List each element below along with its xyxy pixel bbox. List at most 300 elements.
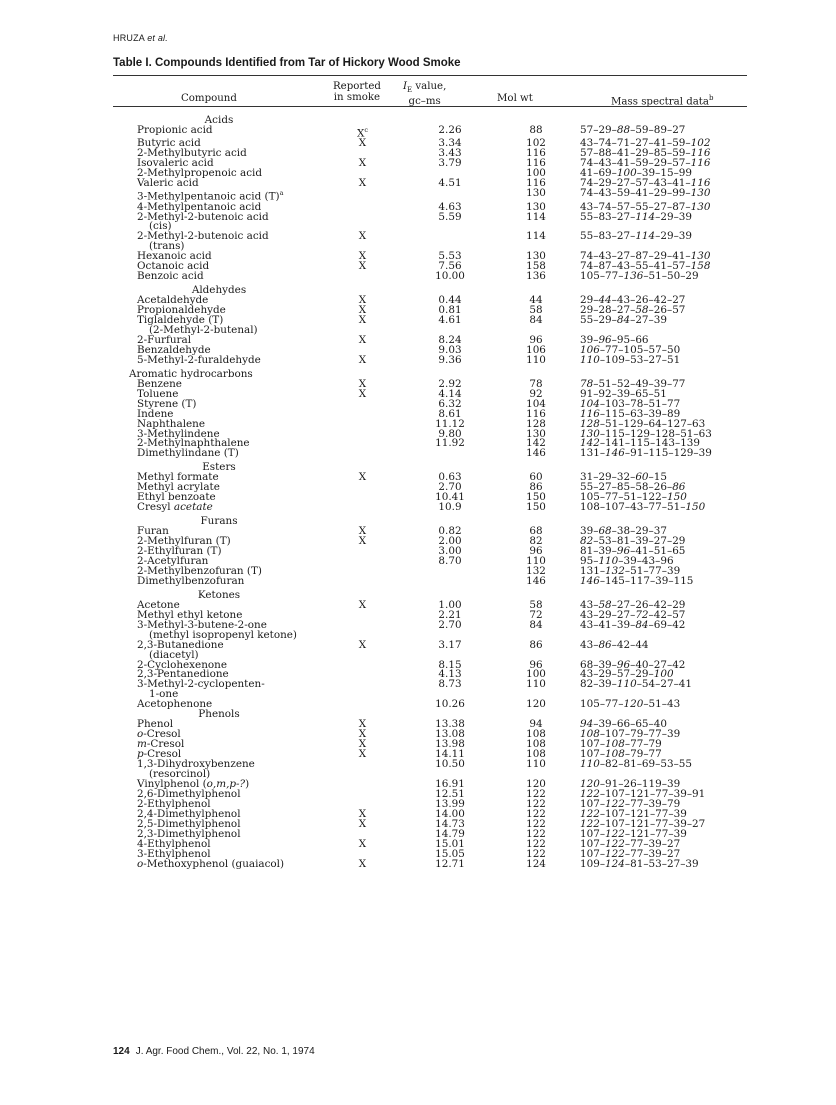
table-row [113,213,755,223]
header-author: HRUZA [113,33,145,43]
ie-value: 4.13 [438,668,462,681]
mass-spectral-data: 74–43–41–59–29–57–116 [580,157,711,170]
reported-mark: X [358,260,367,273]
compound-name-text: 2,6-Dimethylphenol [137,787,241,800]
compound-name [113,857,325,870]
ie-value: 6.32 [438,397,462,410]
reported-in-smoke [325,333,400,346]
compounds-table-body [113,112,755,870]
compound-name-text: p-Cresol [137,748,182,761]
compound-name-text: m-Cresol [137,738,185,751]
reported-in-smoke [325,400,400,410]
mass-spectral-data: 104–103–78–51–77 [580,397,681,410]
reported-mark: X [358,157,367,170]
reported-in-smoke [325,760,400,770]
ie-value: 2.92 [438,377,462,390]
mass-spectral-data: 55–83–27–114–29–39 [580,210,693,223]
mol-wt: 142 [526,437,546,450]
compound-name-text: Toluene [137,387,179,400]
compound-name-text: Acetophenone [137,698,213,711]
compound-name-text: Furan [137,525,169,538]
ie-value: 11.92 [435,437,465,450]
reported-in-smoke [325,611,400,621]
mol-wt: 108 [526,748,546,761]
compound-name [113,574,325,587]
page-number: 124 [113,1046,130,1057]
mass-spectral-data: 43–74–57–55–27–87–130 [580,200,711,213]
ie-value: 8.24 [438,333,462,346]
mol-wt: 110 [526,758,546,771]
compound-name-text: Naphthalene [137,417,206,430]
reported-in-smoke [325,473,400,483]
top-rule [113,75,747,76]
compound-name-text: o-Cresol [137,728,181,741]
mol-wt: 150 [526,491,546,504]
compound-synonym: (methyl isopropenyl ketone) [149,628,297,641]
compound-synonym: (resorcinol) [149,767,211,780]
reported-mark: X [358,837,367,850]
mass-spectral-data: 55–83–27–114–29–39 [580,230,693,243]
compound-name-text: Vinylphenol (o,m,p-?) [137,777,250,790]
table-row [113,232,755,242]
ie-value: 3.00 [438,545,462,558]
mol-wt: 128 [526,417,546,430]
category-heading: Phenols [198,708,240,721]
ie-value: 5.59 [438,210,462,223]
reported-mark: X [358,314,367,327]
reported-in-smoke [325,670,400,680]
reported-in-smoke [325,410,400,420]
mass-spectral-data: 110–82–81–69–53–55 [580,758,693,771]
mol-wt: 58 [529,598,543,611]
mass-spectral-data: 130–115–129–128–51–63 [580,427,712,440]
ie-value: 10.50 [435,758,465,771]
col-ie-subscript: E [407,86,413,95]
compound-synonym: (diacetyl) [149,648,199,661]
reported-in-smoke [325,817,400,830]
mol-wt: 106 [526,343,546,356]
reported-mark: X [358,718,367,731]
mass-spectral-data: 107–122–77–39–27 [580,837,681,850]
reported-in-smoke [325,503,400,513]
compound-name [113,760,325,770]
ie-value [400,567,500,577]
col-compound: Compound [181,93,237,104]
mass-spectral-data: 107–122–77–39–79 [580,797,681,810]
mass-spectral-data: 68–39–96–40–27–42 [580,658,686,671]
compound-name-text: 2-Methylbutyric acid [137,147,247,160]
compound-name-text: 3-Methylindene [137,427,220,440]
reported-mark: X [358,728,367,741]
mass-spectral-data: 108–107–79–77–39 [580,728,681,741]
compound-name-text: 2-Furfural [137,333,192,346]
compound-name-text: Acetone [137,598,180,611]
mass-spectral-data: 116–115–63–39–89 [580,407,681,420]
table-row [113,503,755,513]
ie-value: 9.80 [438,427,462,440]
col-reported [333,81,381,103]
compound-synonym: (trans) [149,240,185,253]
compound-name-text: 3-Ethylphenol [137,847,211,860]
mol-wt: 122 [526,827,546,840]
ie-value: 14.73 [435,817,465,830]
compound-synonym: (cis) [149,220,172,233]
mass-spectral-data: 74–87–43–55–41–57–158 [580,260,711,273]
ie-value: 13.38 [435,718,465,731]
mass-spectral-data: 91–92–39–65–51 [580,387,667,400]
mass-spectral-data: 109–124–81–53–27–39 [580,857,699,870]
mass-spectral-data: 122–107–121–77–39–27 [580,817,706,830]
ie-value: 2.26 [438,123,462,136]
category-heading: Furans [200,515,238,528]
ie-value: 9.36 [438,353,462,366]
ie-value: 1.00 [438,598,462,611]
mass-spectral-data: 29–44–43–26–42–27 [580,294,686,307]
mass-spectral-data: 57–88–41–29–85–59–116 [580,147,711,160]
compound-name-text: 2-Methylnaphthalene [137,437,250,450]
mol-wt: 116 [526,147,546,160]
reported-mark: X [358,230,367,243]
reported-mark: X [358,525,367,538]
mass-spectral-data: 74–29–27–57–43–41–116 [580,177,711,190]
reported-in-smoke [325,232,400,242]
ie-value: 4.51 [438,177,462,190]
mol-wt: 132 [526,564,546,577]
reported-in-smoke [325,577,400,587]
mass-spectral-data: 142–141–115–143–139 [580,437,701,450]
reported-in-smoke [325,621,400,631]
table-row [113,272,755,282]
mass-spectral-data: 31–29–32–60–15 [580,471,667,484]
compound-name-text: 2,4-Dimethylphenol [137,807,241,820]
mol-wt: 84 [529,314,543,327]
mass-spectral-data: 39–96–95–66 [580,333,649,346]
compound-name-text: Propionic acid [137,123,213,136]
mol-wt: 122 [526,807,546,820]
compound-name [113,638,325,651]
mol-wt: 110 [526,678,546,691]
col-ie [403,81,446,107]
compound-name-text: Hexanoic acid [137,250,212,263]
ie-value: 3.34 [438,137,462,150]
reported-in-smoke [325,159,400,169]
mol-wt: 122 [526,837,546,850]
mass-spectral-data: 81–39–96–41–51–65 [580,545,686,558]
compound-name [113,353,325,366]
compound-name-text: 2-Cyclohexenone [137,658,227,671]
ie-value: 14.00 [435,807,465,820]
ie-value: 12.71 [435,857,465,870]
mass-spectral-data: 82–53–81–39–27–29 [580,535,686,548]
mol-wt: 122 [526,817,546,830]
mol-wt: 120 [526,777,546,790]
compound-name-text: Dimethylbenzofuran [137,574,245,587]
compound-name [113,272,325,282]
reported-mark: X [358,387,367,400]
col-mass-label: Mass spectral data [611,96,709,108]
ie-value: 10.41 [435,491,465,504]
mol-wt: 158 [526,260,546,273]
mass-spectral-data: 107–108–77–79 [580,738,662,751]
compounds-table [113,112,755,870]
reported-in-smoke [325,780,400,790]
category-heading: Ketones [197,588,241,601]
compound-name-text: 2-Methyl-2-butenoic acid [137,210,269,223]
mass-spectral-data: 43–86–42–44 [580,638,649,651]
ie-value: 8.73 [438,678,462,691]
compound-name-text: Methyl acrylate [137,481,220,494]
reported-in-smoke [325,420,400,430]
ie-value: 2.70 [438,481,462,494]
mol-wt: 122 [526,787,546,800]
reported-mark: X [358,598,367,611]
compound-name-text: Butyric acid [137,137,201,150]
reported-in-smoke [325,598,400,611]
mass-spectral-data: 43–58–27–26–42–29 [580,598,686,611]
table-row [113,326,755,336]
table-row [113,680,755,690]
compound-name-text: o-Methoxyphenol (guaiacol) [137,857,285,870]
ie-value: 10.26 [435,698,465,711]
mol-wt: 114 [526,230,546,243]
ie-value: 13.99 [435,797,465,810]
compound-name-text: Propionaldehyde [137,304,226,317]
mass-spectral-data: 55–27–85–58–26–86 [580,481,686,494]
col-ie-method: gc–ms [408,96,441,108]
mol-wt: 60 [529,471,543,484]
mol-wt: 84 [529,618,543,631]
compound-name-text: 2,3-Butanedione [137,638,224,651]
mass-spectral-data: 43–29–27–72–42–57 [580,608,686,621]
mol-wt: 130 [526,250,546,263]
ie-value: 16.91 [435,777,465,790]
mol-wt: 96 [529,545,543,558]
mol-wt: 124 [526,857,546,870]
compound-name-text: 4-Ethylphenol [137,837,211,850]
mass-spectral-data: 107–122–77–39–27 [580,847,681,860]
compound-name [113,680,325,690]
ie-value: 12.51 [435,787,465,800]
ie-value: 14.11 [435,748,465,761]
mass-spectral-data: 29–28–27–58–26–57 [580,304,686,317]
mass-spectral-data: 105–77–136–51–50–29 [580,270,699,283]
reported-in-smoke [325,493,400,503]
reported-in-smoke [325,449,400,459]
mol-wt: 114 [526,210,546,223]
col-molwt: Mol wt [497,93,533,104]
mass-spectral-data: 120–91–26–119–39 [580,777,681,790]
mol-wt: 116 [526,177,546,190]
ie-value: 4.61 [438,314,462,327]
reported-in-smoke [325,557,400,567]
ie-value: 13.98 [435,738,465,751]
compound-name-text: Tiglaldehyde (T) [137,314,224,327]
mass-spectral-data: 105–77–51–122–150 [580,491,687,504]
reported-in-smoke [325,213,400,223]
reported-mark: X [358,353,367,366]
category-heading: Aromatic hydrocarbons [129,367,253,380]
compound-name-text: 2,5-Dimethylphenol [137,817,241,830]
ie-value: 13.08 [435,728,465,741]
ie-value: 3.43 [438,147,462,160]
compound-name [113,232,325,242]
mass-spectral-data: 57–29–88–59–89–27 [580,123,686,136]
reported-mark: X [358,748,367,761]
compound-name [113,210,325,223]
mol-wt: 146 [526,447,546,460]
mass-spectral-data: 131–132–51–77–39 [580,564,681,577]
mass-spectral-data: 43–29–57–29–100 [580,668,674,681]
compound-name-text: Valeric acid [137,177,199,190]
mass-spectral-data: 146–145–117–39–115 [580,574,694,587]
reported-mark: X [358,638,367,651]
mass-spectral-data: 41–69–100–39–15–99 [580,167,693,180]
footnote-mark: a [279,189,284,198]
table-row [113,577,755,587]
ie-value: 2.00 [438,535,462,548]
reported-in-smoke [325,483,400,493]
compound-name-text: Benzoic acid [137,270,204,283]
compound-name-text: 1,3-Dihydroxybenzene [137,758,255,771]
mol-wt: 58 [529,304,543,317]
compound-name-text: 2,3-Dimethylphenol [137,827,241,840]
table-row [113,356,755,366]
ie-value: 3.79 [438,157,462,170]
mass-spectral-data: 106–77–105–57–50 [580,343,681,356]
mol-wt: 122 [526,797,546,810]
mol-wt: 86 [529,638,543,651]
ie-value [400,577,500,587]
reported-in-smoke [325,189,400,202]
compound-name-text: Methyl formate [137,471,219,484]
ie-value: 2.21 [438,608,462,621]
col-mass-footnote: b [708,94,714,102]
mass-spectral-data: 128–51–129–64–127–63 [580,417,706,430]
ie-value [400,232,500,242]
reported-in-smoke [325,203,400,213]
compound-name-text: Cresyl acetate [137,501,213,514]
col-reported-line1: Reported [333,81,381,92]
mass-spectral-data: 131–146–91–115–129–39 [580,447,712,460]
ie-value: 11.12 [435,417,465,430]
mass-spectral-data: 94–39–66–65–40 [580,718,667,731]
compound-name-text: 2-Ethylphenol [137,797,211,810]
ie-value: 4.14 [438,387,462,400]
reported-in-smoke [325,857,400,870]
mass-spectral-data: 43–41–39–84–69–42 [580,618,686,631]
mass-spectral-data: 74–43–59–41–29–99–130 [580,187,711,200]
compound-name-text: 4-Methylpentanoic acid [137,200,262,213]
mass-spectral-data: 107–108–79–77 [580,748,662,761]
mass-spectral-data: 108–107–43–77–51–150 [580,501,706,514]
table-title: Table I. Compounds Identified from Tar of Hickory Wood Smoke [113,57,461,69]
mol-wt: 116 [526,407,546,420]
reported-in-smoke [325,139,400,149]
compound-name-text: Phenol [137,718,174,731]
mass-spectral-data: 105–77–120–51–43 [580,698,681,711]
mol-wt: 108 [526,738,546,751]
reported-in-smoke [325,700,400,710]
header-rule [113,106,747,107]
mol-wt: 94 [529,718,543,731]
footnote-mark: c [364,125,369,134]
compound-name-text: 2-Methylpropenoic acid [137,167,263,180]
reported-in-smoke [325,790,400,800]
ie-value: 0.81 [438,304,462,317]
reported-mark: X [358,177,367,190]
reported-mark: X [358,333,367,346]
mass-spectral-data: 122–107–121–77–39 [580,807,687,820]
ie-value: 5.53 [438,250,462,263]
mol-wt: 110 [526,554,546,567]
mass-spectral-data: 74–43–27–87–29–41–130 [580,250,711,263]
compound-name-text: Styrene (T) [137,397,197,410]
compound-name-text: Methyl ethyl ketone [137,608,243,621]
reported-mark: X [358,304,367,317]
reported-in-smoke [325,547,400,557]
ie-value: 0.44 [438,294,462,307]
mol-wt: 110 [526,353,546,366]
reported-in-smoke [325,661,400,671]
compound-name-text: Benzene [137,377,182,390]
reported-mark: X [358,535,367,548]
mass-spectral-data: 55–29–84–27–39 [580,314,667,327]
mol-wt: 86 [529,481,543,494]
reported-in-smoke [325,272,400,282]
mol-wt: 136 [526,270,546,283]
col-ie-value-label: value, [412,81,447,92]
mol-wt: 44 [529,294,543,307]
mass-spectral-data: 122–107–121–77–39–91 [580,787,706,800]
reported-mark: X [358,738,367,751]
ie-value: 8.15 [438,658,462,671]
ie-value: 4.63 [438,200,462,213]
table-row [113,641,755,651]
reported-in-smoke [325,638,400,651]
reported-mark: X [358,250,367,263]
ie-value: 15.05 [435,847,465,860]
reported-in-smoke [325,179,400,189]
col-ie-symbol: I [403,81,408,92]
reported-mark: X [358,377,367,390]
compound-name-text: 2-Ethylfuran (T) [137,545,222,558]
mol-wt: 104 [526,397,546,410]
reported-mark: X [358,294,367,307]
compound-name-text: Isovaleric acid [137,157,214,170]
compound-name-text: Acetaldehyde [137,294,209,307]
ie-value: 3.17 [438,638,462,651]
mol-wt: 96 [529,658,543,671]
header-etal: et al. [147,33,168,43]
category-heading: Aldehydes [191,284,247,297]
journal-citation: J. Agr. Food Chem., Vol. 22, No. 1, 1974 [135,1046,315,1057]
compound-name-text: Octanoic acid [137,260,210,273]
compound-name-text: Indene [137,407,174,420]
reported-mark: X [358,817,367,830]
mol-wt: 92 [529,387,543,400]
compound-name [113,503,325,513]
mass-spectral-data: 43–74–71–27–41–59–102 [580,137,711,150]
mol-wt: 100 [526,668,546,681]
reported-mark: X [358,807,367,820]
mol-wt: 102 [526,137,546,150]
compound-synonym: 1-one [149,688,179,701]
mol-wt: 130 [526,427,546,440]
ie-value: 8.61 [438,407,462,420]
mass-spectral-data: 95–110–39–43–96 [580,554,674,567]
mass-spectral-data: 110–109–53–27–51 [580,353,681,366]
compound-name-text: Benzaldehyde [137,343,211,356]
